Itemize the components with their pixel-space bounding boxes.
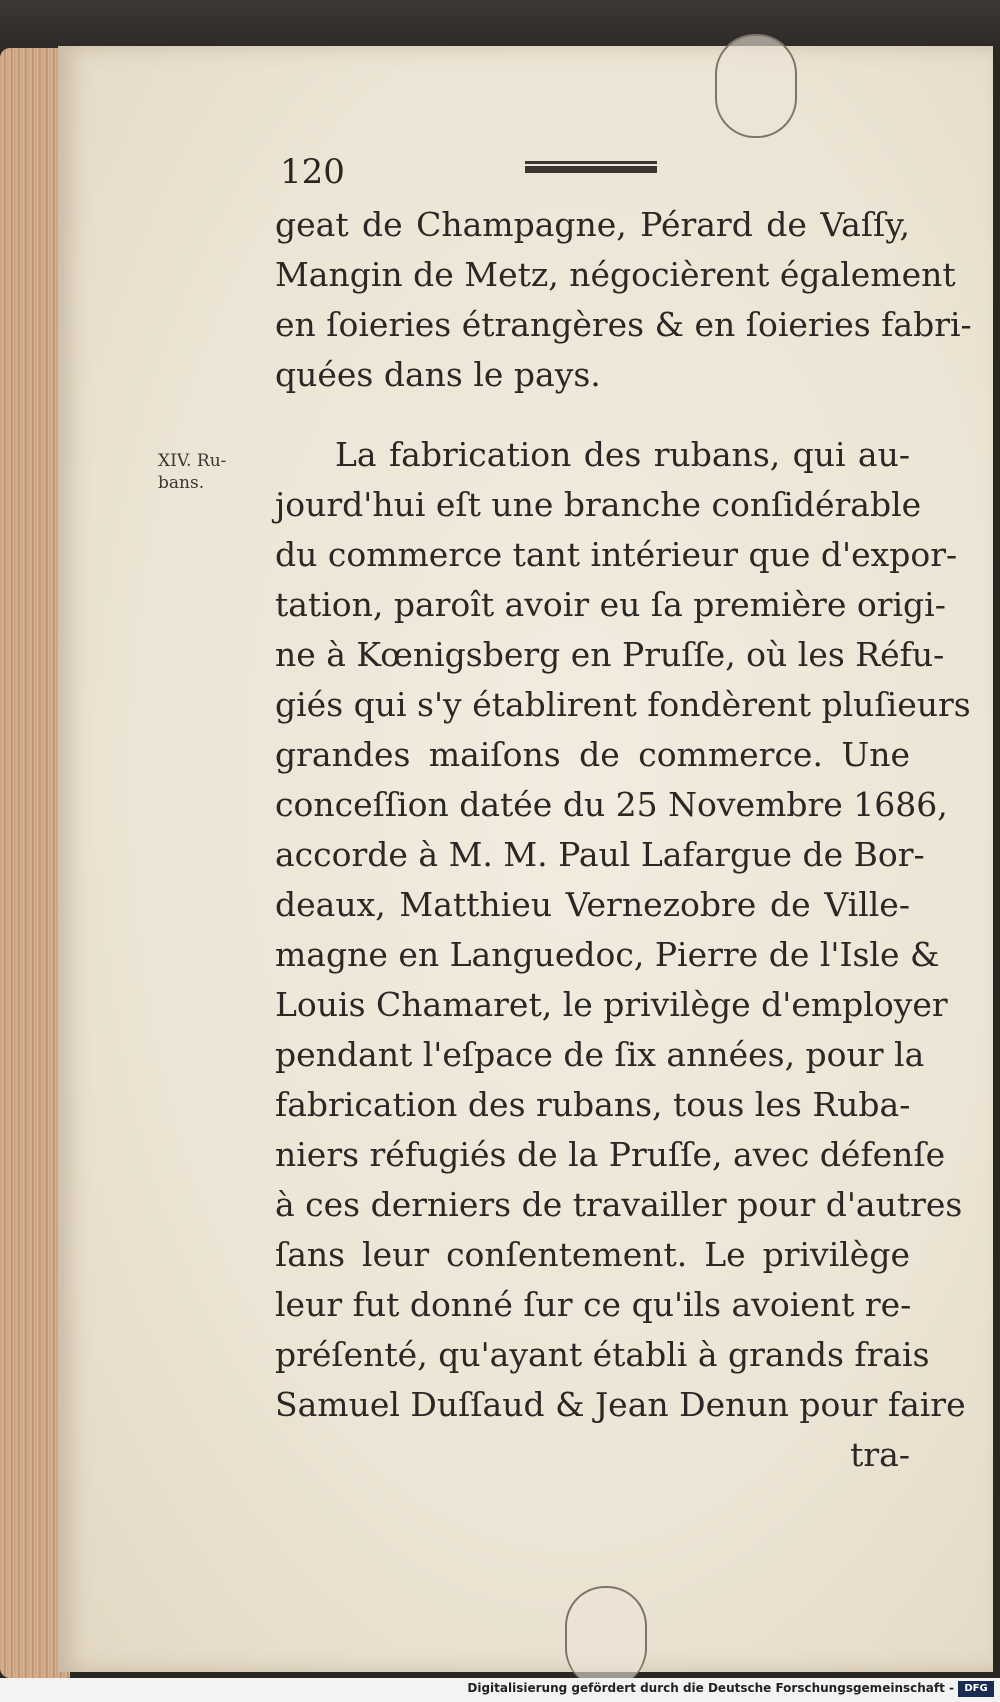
text-line: deaux, Matthieu Vernezobre de Ville- xyxy=(275,885,910,924)
footer-bar xyxy=(0,1678,1000,1702)
text-line: tation, paroît avoir eu ſa première origi- xyxy=(275,585,946,624)
funding-notice: Digitalisierung gefördert durch die Deutsche Forschungsgemeinschaft - xyxy=(467,1681,954,1695)
paragraph-2 xyxy=(275,430,971,1480)
text-line: accorde à M. M. Paul Lafargue de Bor- xyxy=(275,835,925,874)
text-line: giés qui s'y établirent fondèrent pluſieurs xyxy=(275,685,971,724)
text-line: Samuel Duſſaud & Jean Denun pour faire xyxy=(275,1385,966,1424)
text-line: conceſſion datée du 25 Novembre 1686, xyxy=(275,785,948,824)
text-line: jourd'hui eſt une branche conſidérable xyxy=(275,485,922,524)
text-line: Mangin de Metz, négocièrent également xyxy=(275,255,956,294)
text-line: magne en Languedoc, Pierre de l'Isle & xyxy=(275,935,940,974)
text-line: geat de Champagne, Pérard de Vaſſy, xyxy=(275,205,910,244)
page-number: 120 xyxy=(280,152,345,192)
scanner-top-bar xyxy=(0,0,1000,50)
marginal-note-line: bans. xyxy=(158,473,205,493)
text-line: ſans leur conſentement. Le privilège xyxy=(275,1235,910,1274)
text-line: à ces derniers de travailler pour d'autres xyxy=(275,1185,963,1224)
text-line: en ſoieries étrangères & en ſoieries fabri- xyxy=(275,305,972,344)
paragraph-1 xyxy=(275,200,972,400)
text-line: préſenté, qu'ayant établi à grands frais xyxy=(275,1335,930,1374)
marginal-note xyxy=(158,450,226,494)
dfg-logo: DFG xyxy=(958,1681,994,1697)
text-line: grandes maiſons de commerce. Une xyxy=(275,735,910,774)
page-clip-top xyxy=(715,34,797,138)
text-line: Louis Chamaret, le privilège d'employer xyxy=(275,985,948,1024)
catchword: tra- xyxy=(850,1435,910,1474)
text-line: quées dans le pays. xyxy=(275,355,601,394)
page-clip-bottom xyxy=(565,1586,647,1688)
header-rule xyxy=(525,161,657,173)
body-text xyxy=(275,200,972,1480)
text-line: fabrication des rubans, tous les Ruba- xyxy=(275,1085,911,1124)
text-line: La fabrication des rubans, qui au- xyxy=(335,435,910,474)
text-line: pendant l'eſpace de ſix années, pour la xyxy=(275,1035,925,1074)
text-line: niers réfugiés de la Pruſſe, avec défenſe xyxy=(275,1135,946,1174)
text-line: du commerce tant intérieur que d'expor- xyxy=(275,535,958,574)
text-line: ne à Kœnigsberg en Pruſſe, où les Réfu- xyxy=(275,635,945,674)
text-line: leur fut donné ſur ce qu'ils avoient re- xyxy=(275,1285,912,1324)
marginal-note-line: XIV. Ru- xyxy=(158,451,227,471)
